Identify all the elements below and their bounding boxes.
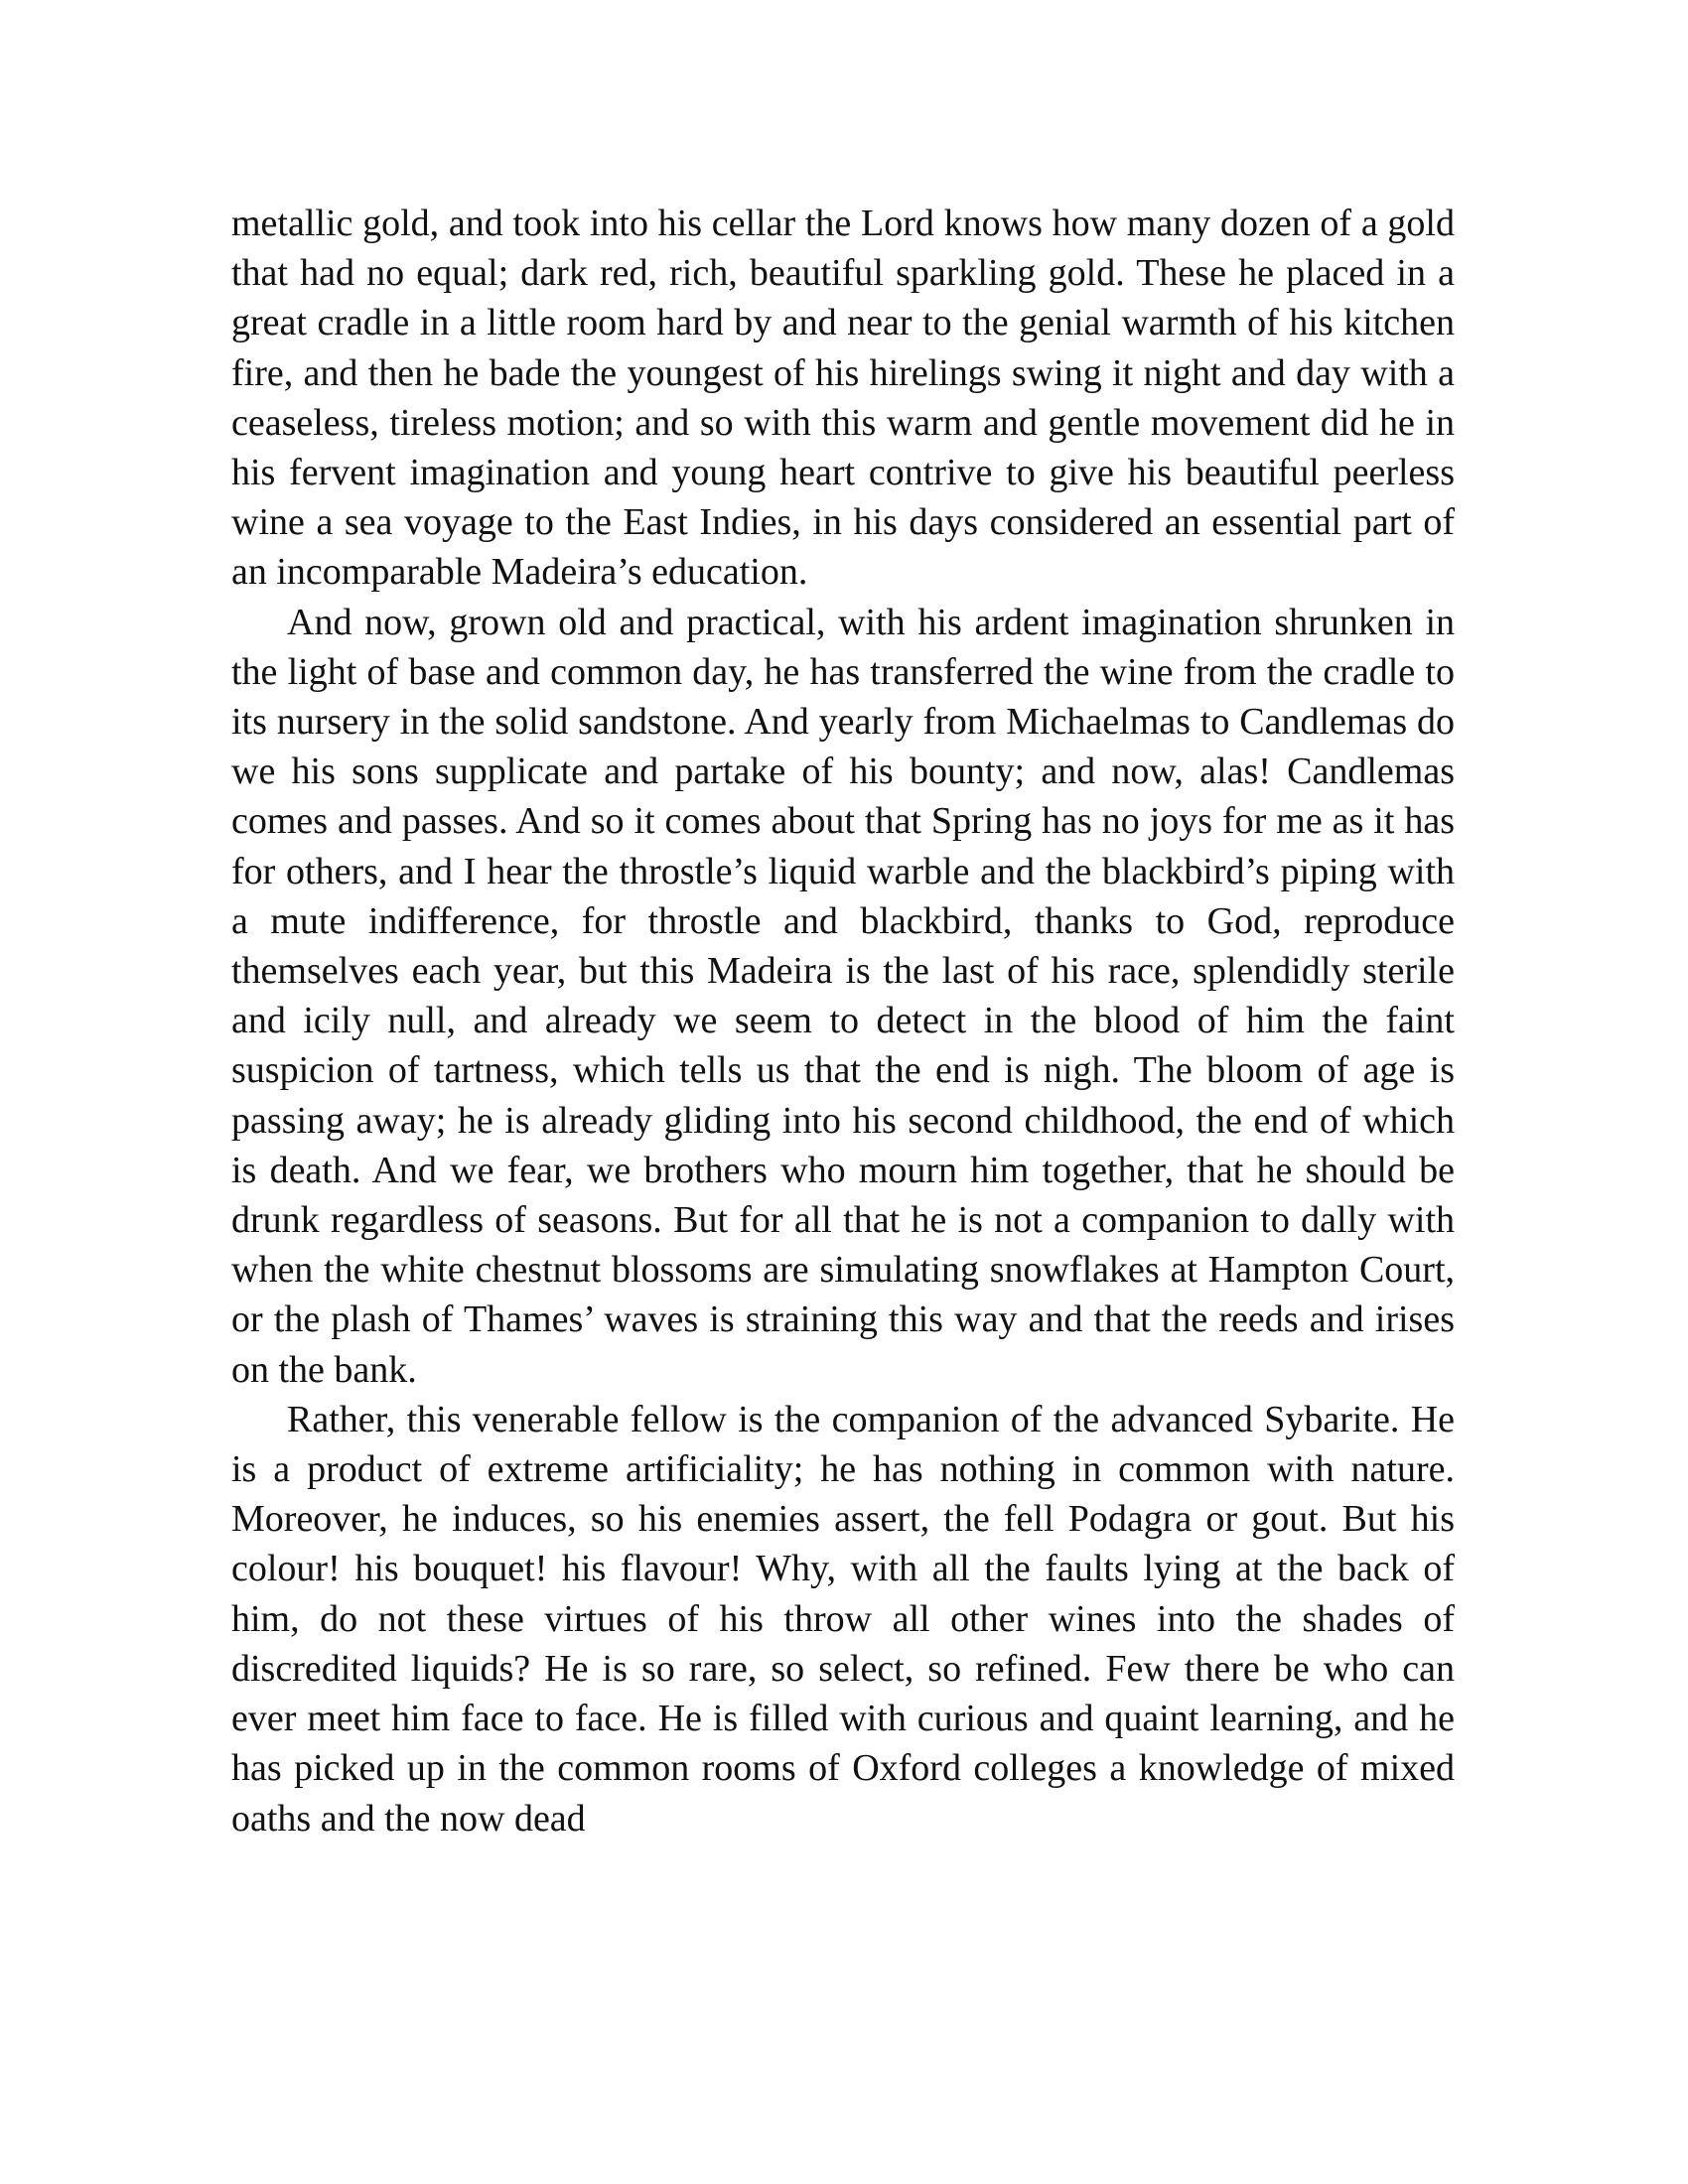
- paragraph: Rather, this venerable fellow is the companion of the advanced Sybarite. He is a product of extreme artificiality; he has nothing in common with nature. Moreover, he induces, so his enemies assert, the fell Podagra or gout. But his colour! his bouquet! his flavour! Why, with all the faults lying at the back of him, do not these virtues of his throw all other wines into the shades of discredited liquids? He is so rare, so select, so refined. Few there be who can ever meet him face to face. He is filled with curious and quaint learning, and he has picked up in the common rooms of Oxford colleges a knowledge of mixed oaths and the now dead: [231, 1398, 1455, 1840]
- paragraph: And now, grown old and practical, with his ardent imagination shrunken in the light of base and common day, he has transferred the wine from the cradle to its nursery in the solid sandstone. And yearly from Michaelmas to Candlemas do we his sons supplicate and partake of his bounty; and now, alas! Candlemas comes and passes. And so it comes about that Spring has no joys for me as it has for others, and I hear the throstle’s liquid warble and the blackbird’s piping with a mute indifference, for throstle and blackbird, thanks to God, reproduce themselves each year, but this Madeira is the last of his race, splendidly sterile and icily null, and already we seem to detect in the blood of him the faint suspicion of tartness, which tells us that the end is nigh. The bloom of age is passing away; he is already gliding into his second childhood, the end of which is death. And we fear, we brothers who mourn him together, that he should be drunk regardless of seasons. But for all that he is not a companion to dally with when the white chestnut blossoms are simulating snowflakes at Hampton Court, or the plash of Thames’ waves is straining this way and that the reeds and irises on the bank.: [231, 601, 1455, 1391]
- paragraph-continuation: metallic gold, and took into his cellar the Lord knows how many dozen of a gold that had no equal; dark red, rich, beautiful sparkling gold. These he placed in a great cradle in a little room hard by and near to the genial warmth of his kitchen fire, and then he bade the youngest of his hirelings swing it night and day with a ceaseless, tireless motion; and so with this warm and gentle movement did he in his fervent imagination and young heart contrive to give his beautiful peerless wine a sea voyage to the East Indies, in his days considered an essential part of an incomparable Madeira’s education.: [231, 203, 1455, 594]
- body-text: [231, 199, 1455, 1843]
